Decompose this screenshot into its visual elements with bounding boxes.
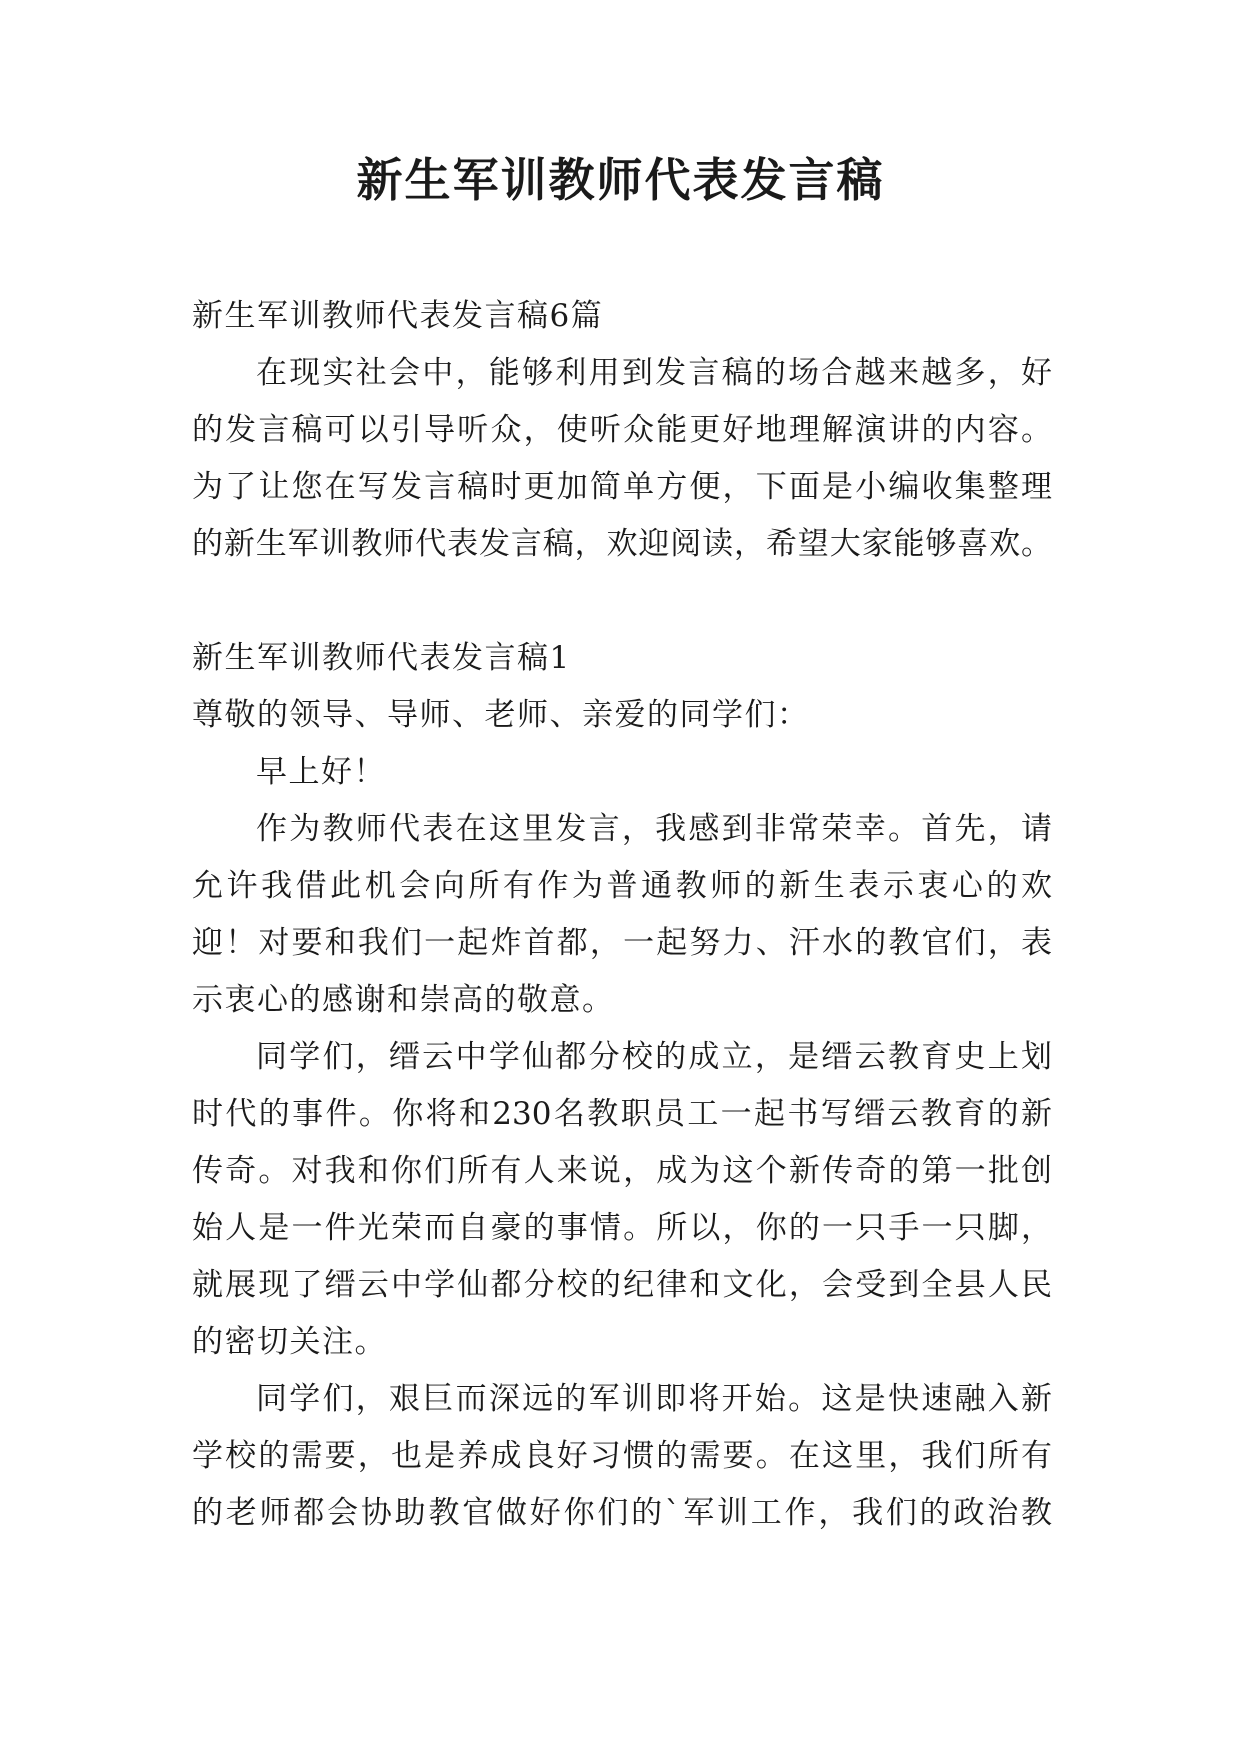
speech-paragraph-line: 的老师都会协助教官做好你们的`军训工作，我们的政治教	[192, 1495, 1052, 1531]
speech-paragraph-line: 迎！对要和我们一起炸首都，一起努力、汗水的教官们，表	[192, 925, 1052, 961]
document-body	[192, 288, 1052, 1542]
document-title: 新生军训教师代表发言稿	[356, 153, 885, 207]
intro-paragraph-line: 在现实社会中，能够利用到发言稿的场合越来越多，好	[256, 355, 1052, 391]
section-heading: 新生军训教师代表发言稿1	[192, 640, 571, 676]
speech-paragraph-line: 传奇。对我和你们所有人来说，成为这个新传奇的第一批创	[192, 1153, 1052, 1189]
speech-paragraph-line: 时代的事件。你将和230名教职员工一起书写缙云教育的新	[192, 1096, 1052, 1132]
speech-paragraph-line: 就展现了缙云中学仙都分校的纪律和文化，会受到全县人民	[192, 1267, 1052, 1303]
intro-paragraph-line: 的发言稿可以引导听众，使听众能更好地理解演讲的内容。	[192, 412, 1052, 448]
speech-paragraph-line: 同学们，缙云中学仙都分校的成立，是缙云教育史上划	[256, 1039, 1052, 1075]
intro-paragraph-line: 为了让您在写发言稿时更加简单方便，下面是小编收集整理	[192, 469, 1052, 505]
intro-paragraph-line: 的新生军训教师代表发言稿，欢迎阅读，希望大家能够喜欢。	[192, 526, 1052, 562]
collection-heading: 新生军训教师代表发言稿6篇	[192, 298, 604, 334]
speech-paragraph-line: 的密切关注。	[192, 1324, 387, 1360]
speech-paragraph-line: 作为教师代表在这里发言，我感到非常荣幸。首先，请	[256, 811, 1052, 847]
salutation: 尊敬的领导、导师、老师、亲爱的同学们：	[192, 697, 810, 733]
paragraph-gap	[192, 573, 1052, 630]
speech-paragraph-line: 学校的需要，也是养成良好习惯的需要。在这里，我们所有	[192, 1438, 1052, 1474]
speech-paragraph-line: 示衷心的感谢和崇高的敬意。	[192, 982, 615, 1018]
greeting: 早上好！	[256, 754, 386, 790]
speech-paragraph-line: 同学们，艰巨而深远的军训即将开始。这是快速融入新	[256, 1381, 1052, 1417]
speech-paragraph-line: 允许我借此机会向所有作为普通教师的新生表示衷心的欢	[192, 868, 1052, 904]
speech-paragraph-line: 始人是一件光荣而自豪的事情。所以，你的一只手一只脚，	[192, 1210, 1052, 1246]
